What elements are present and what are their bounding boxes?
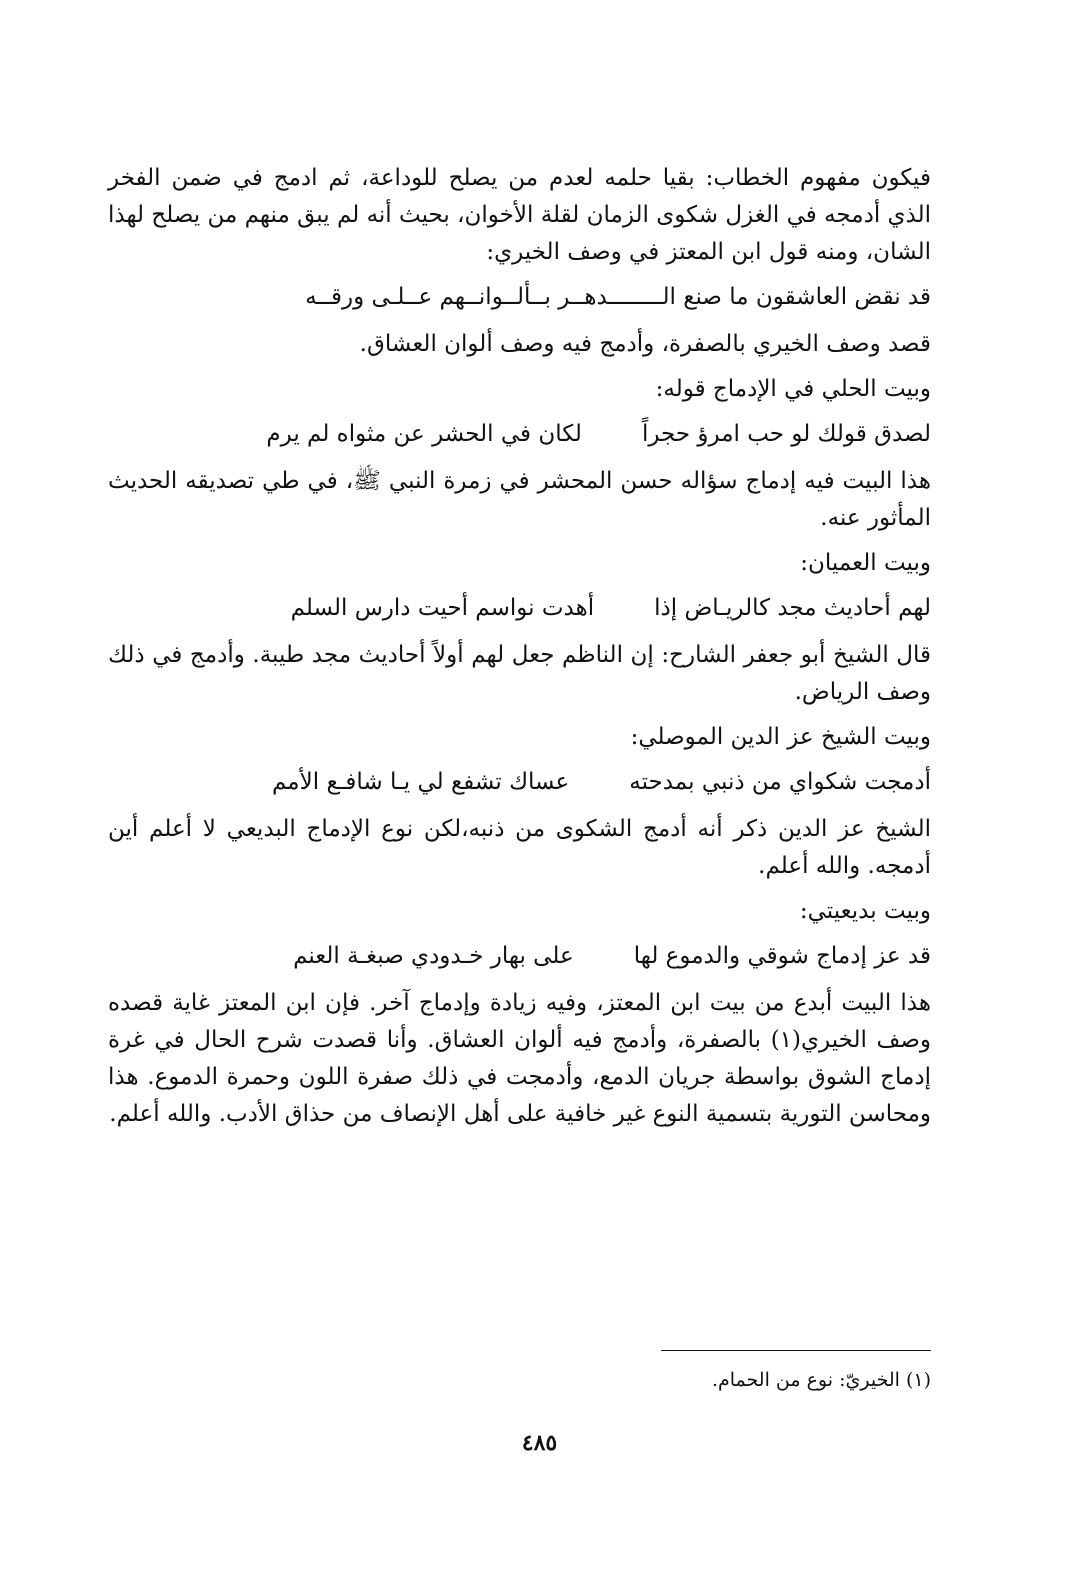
intro-badiiyati: وبيت بديعيتي: <box>799 898 931 924</box>
verse-umyan <box>228 590 931 627</box>
paragraph-1: فيكون مفهوم الخطاب: بقيا حلمه لعدم من يصلح للوداعة، ثم ادمج في ضمن الفخر الذي أدمجه في الغزل شكوى الزمان لقلة الأخوان، بحيث أنه لم يبق منهم من يصلح لهذا الشان، ومنه قول ابن المعتز في وصف الخيري: <box>107 165 931 265</box>
intro-mawsili: وبيت الشيخ عز الدين الموصلي: <box>630 724 931 750</box>
verse-second-hemistich: عساك تشفع لي يـا شافـع الأمم <box>272 769 570 795</box>
paragraph-6: هذا البيت أبدع من بيت ابن المعتز، وفيه زيادة وإدماج آخر. فإن ابن المعتز غاية قصده وصف الخيري(١) بالصفرة، وأدمج فيه ألوان العشاق. وأنا قصدت شرح الحال في غرة إدماج الشوق بواسطة جريان الدمع، وأدمجت في ذلك صفرة اللون وحمرة الدموع. هذا ومحاسن التورية بتسمية النوع غير خافية على أهل الإنصاف من حذاق الأدب. والله أعلم. <box>108 990 931 1127</box>
verse-first-hemistich: قد عز إدماج شوقي والدموع لها <box>633 943 931 969</box>
verse-badiiyati <box>228 938 931 975</box>
paragraph-2: قصد وصف الخيري بالصفرة، وأدمج فيه وصف ألوان العشاق. <box>359 331 931 357</box>
page-number: ٤٨٥ <box>521 1430 558 1456</box>
paragraph-3: هذا البيت فيه إدماج سؤاله حسن المحشر في زمرة النبي ﷺ، في طي تصديقه الحديث المأثور عنه. <box>108 468 931 531</box>
verse-hilli <box>228 416 931 453</box>
paragraph-4: قال الشيخ أبو جعفر الشارح: إن الناظم جعل لهم أولاً أحاديث مجد طيبة. وأدمج في ذلك وصف الرياض. <box>108 642 931 705</box>
verse-second-hemistich: أهدت نواسم أحيت دارس السلم <box>290 595 595 621</box>
verse-line: قد نقض العاشقون ما صنع الــــــــدهــر بــألــوانــهم عــلـى ورقــه <box>305 284 931 310</box>
intro-umyan: وبيت العميان: <box>800 550 931 576</box>
verse-first-hemistich: لهم أحاديث مجد كالريـاض إذا <box>654 595 931 621</box>
verse-second-hemistich: على بهار خـدودي صبغـة العنم <box>293 943 574 969</box>
verse-second-hemistich: لكان في الحشر عن مثواه لم يرم <box>266 421 582 447</box>
footnote-divider <box>661 1350 931 1351</box>
footnote: (١) الخيريّ: نوع من الحمام. <box>711 1369 931 1391</box>
intro-hilli: وبيت الحلي في الإدماج قوله: <box>655 376 931 402</box>
verse-first-hemistich: أدمجت شكواي من ذنبي بمدحته <box>629 769 931 795</box>
verse-mawsili <box>228 764 931 801</box>
verse-ibn-almutazz <box>228 279 931 316</box>
paragraph-5: الشيخ عز الدين ذكر أنه أدمج الشكوى من ذنبه،لكن نوع الإدماج البديعي لا أعلم أين أدمجه. والله أعلم. <box>108 816 931 879</box>
verse-first-hemistich: لصدق قولك لو حب امرؤ حجراً <box>641 421 931 447</box>
